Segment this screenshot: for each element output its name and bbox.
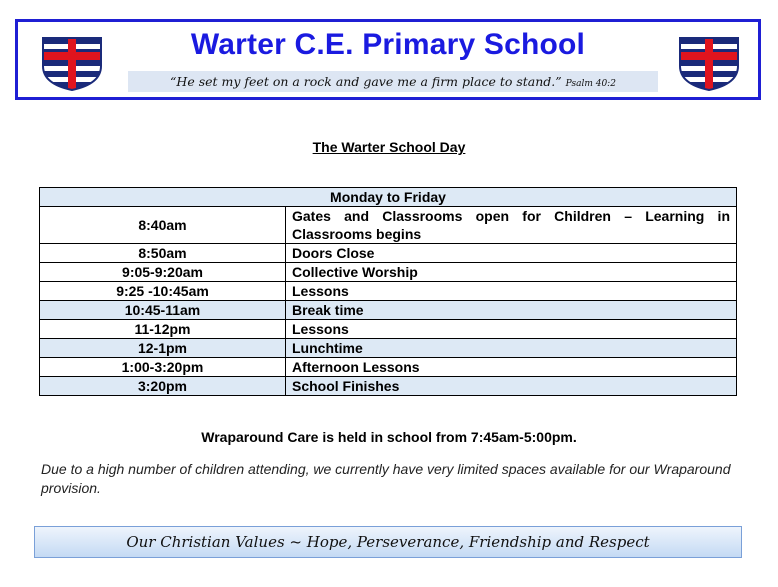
motto-text: “He set my feet on a rock and gave me a firm place to stand.” bbox=[170, 74, 562, 89]
table-row bbox=[40, 377, 737, 396]
school-header bbox=[15, 19, 761, 100]
row-activity: Doors Close bbox=[286, 244, 737, 263]
row-time: 10:45-11am bbox=[40, 301, 286, 320]
row-time: 8:50am bbox=[40, 244, 286, 263]
wraparound-note: Wraparound Care is held in school from 7:45am-5:00pm. bbox=[201, 429, 577, 445]
table-row bbox=[40, 263, 737, 282]
row-time: 9:25 -10:45am bbox=[40, 282, 286, 301]
row-time: 9:05-9:20am bbox=[40, 263, 286, 282]
table-row bbox=[40, 320, 737, 339]
row-activity: Afternoon Lessons bbox=[286, 358, 737, 377]
table-row bbox=[40, 244, 737, 263]
schedule-header: Monday to Friday bbox=[40, 188, 737, 207]
row-time: 1:00-3:20pm bbox=[40, 358, 286, 377]
table-row bbox=[40, 301, 737, 320]
row-activity: Gates and Classrooms open for Children – Learning in Classrooms begins bbox=[286, 207, 737, 244]
table-row bbox=[40, 207, 737, 244]
row-time: 3:20pm bbox=[40, 377, 286, 396]
row-time: 11-12pm bbox=[40, 320, 286, 339]
school-motto bbox=[128, 71, 658, 92]
school-day-title: The Warter School Day bbox=[312, 139, 466, 155]
christian-values-banner: Our Christian Values ~ Hope, Perseverance, Friendship and Respect bbox=[34, 526, 742, 558]
table-row bbox=[40, 339, 737, 358]
schedule-table bbox=[39, 187, 737, 396]
table-row bbox=[40, 358, 737, 377]
motto-reference: Psalm 40:2 bbox=[565, 79, 616, 89]
row-activity: Lessons bbox=[286, 282, 737, 301]
row-activity: Lunchtime bbox=[286, 339, 737, 358]
table-header-row bbox=[40, 188, 737, 207]
row-activity: School Finishes bbox=[286, 377, 737, 396]
row-activity: Break time bbox=[286, 301, 737, 320]
row-activity: Lessons bbox=[286, 320, 737, 339]
row-time: 8:40am bbox=[40, 207, 286, 244]
school-crest-icon bbox=[678, 36, 740, 92]
row-activity: Collective Worship bbox=[286, 263, 737, 282]
row-time: 12-1pm bbox=[40, 339, 286, 358]
school-name: Warter C.E. Primary School bbox=[190, 28, 586, 61]
wraparound-availability: Due to a high number of children attending, we currently have very limited spaces available for our Wraparound provision. bbox=[41, 461, 731, 496]
table-row bbox=[40, 282, 737, 301]
